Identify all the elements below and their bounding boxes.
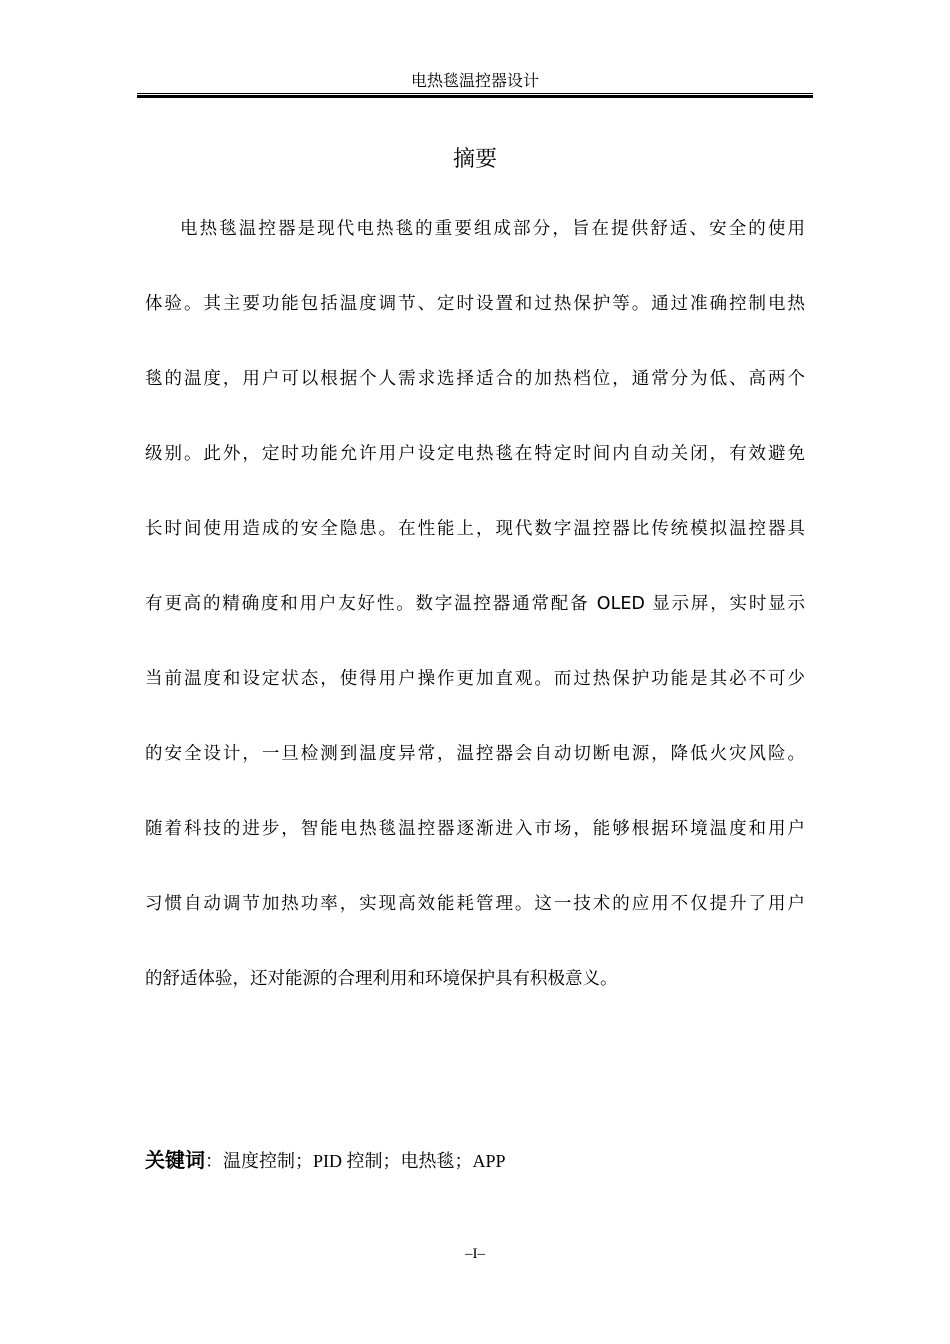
abstract-line-3: 毯的温度，用户可以根据个人需求选择适合的加热档位，通常分为低、高两个: [145, 369, 805, 389]
abstract-line-9: 随着科技的进步，智能电热毯温控器逐渐进入市场，能够根据环境温度和用户: [145, 819, 805, 839]
abstract-line-10: 习惯自动调节加热功率，实现高效能耗管理。这一技术的应用不仅提升了用户: [145, 894, 805, 914]
keywords-value: 温度控制；PID 控制；电热毯；APP: [223, 1151, 506, 1171]
abstract-line-2: 体验。其主要功能包括温度调节、定时设置和过热保护等。通过准确控制电热: [145, 294, 805, 314]
abstract-line-5: 长时间使用造成的安全隐患。在性能上，现代数字温控器比传统模拟温控器具: [145, 519, 805, 539]
keywords-label: 关键词: [145, 1148, 205, 1172]
keywords: [145, 1145, 506, 1178]
abstract-line-6: 有更高的精确度和用户友好性。数字温控器通常配备 OLED 显示屏，实时显示: [145, 594, 805, 614]
running-header: 电热毯温控器设计: [410, 73, 539, 90]
header-rule-thin: [137, 93, 813, 94]
header-rule-thick: [137, 95, 813, 98]
keywords-separator: ：: [205, 1151, 223, 1172]
abstract-body: [145, 210, 805, 1035]
abstract-line-4: 级别。此外，定时功能允许用户设定电热毯在特定时间内自动关闭，有效避免: [145, 444, 805, 464]
page-number: –I–: [465, 1246, 485, 1262]
abstract-line-7: 当前温度和设定状态，使得用户操作更加直观。而过热保护功能是其必不可少: [145, 669, 805, 689]
abstract-title: 摘要: [452, 147, 497, 172]
abstract-line-1: 电热毯温控器是现代电热毯的重要组成部分，旨在提供舒适、安全的使用: [180, 219, 805, 239]
abstract-line-11: 的舒适体验，还对能源的合理利用和环境保护具有积极意义。: [145, 969, 618, 989]
abstract-line-8: 的安全设计，一旦检测到温度异常，温控器会自动切断电源，降低火灾风险。: [145, 744, 805, 764]
